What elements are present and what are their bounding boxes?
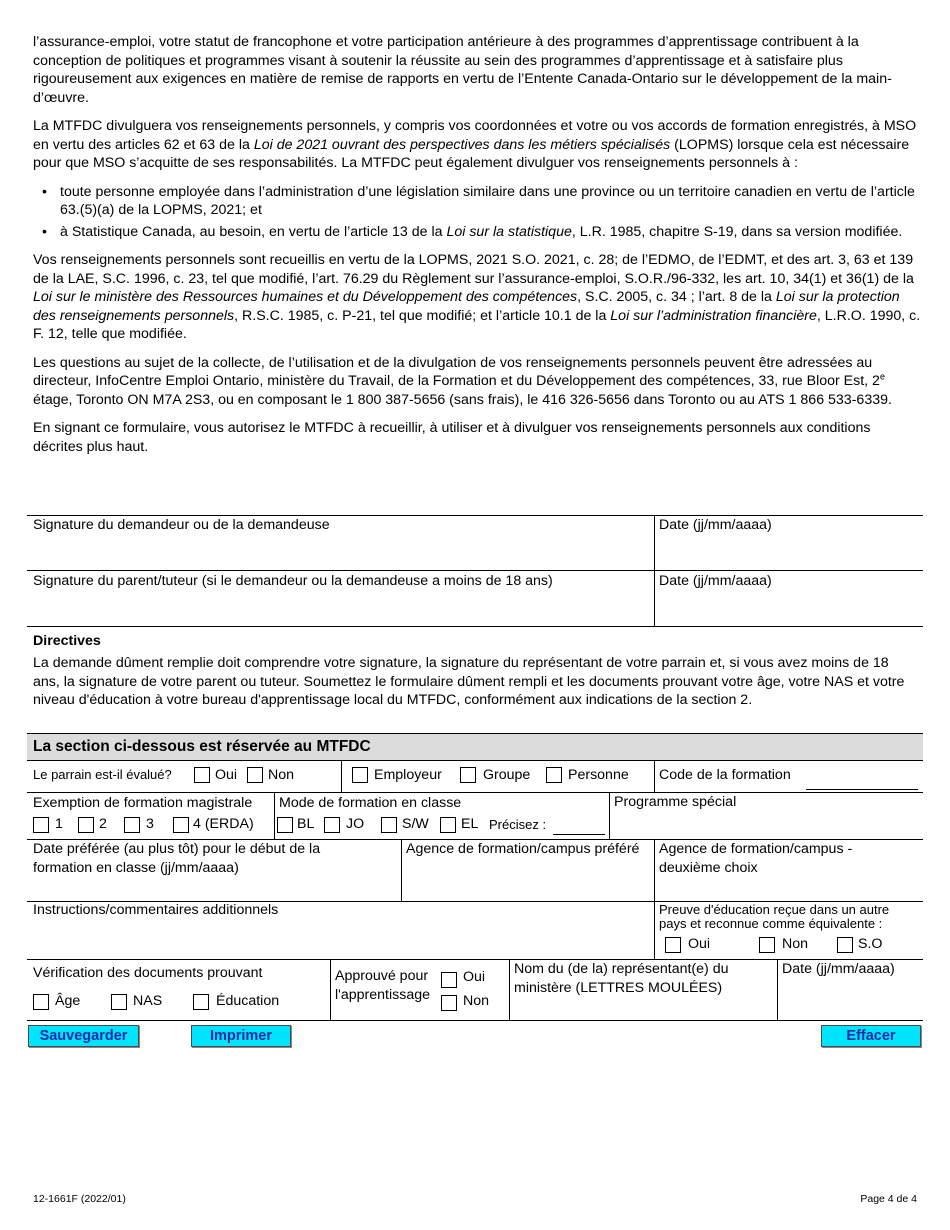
parent-date-label: Date (jj/mm/aaaa): [659, 573, 772, 589]
parent-date-field[interactable]: [656, 592, 922, 625]
divider: [27, 570, 923, 571]
document-verification-label: Vérification des documents prouvant: [33, 965, 263, 981]
divider: [509, 959, 510, 1020]
training-code-label: Code de la formation: [659, 767, 791, 783]
exemption-4-checkbox[interactable]: [173, 817, 189, 833]
mode-el-checkbox[interactable]: [440, 817, 456, 833]
page-number: Page 4 de 4: [860, 1193, 917, 1205]
groupe-checkbox[interactable]: [460, 767, 476, 783]
divider: [654, 839, 655, 901]
privacy-paragraph-3: Vos renseignements personnels sont recueillis en vertu de la LOPMS, 2021 S.O. 2021, c. 28; de l’EDMO, de l’EDMT, et des art. 3, 63 et 139 de la LAE, S.C. 1996, c. 23, tel que modifié, l’art. 76.29 du Règlement sur l’assurance-emploi, S.O.R./96-332, les art. 10, 34(1) et 36(1) de la Loi sur le ministère des Ressources humaines et du Développement des compétences, S.C. 2005, c. 34 ; l’art. 8 de la Loi sur la protection des renseignements personnels, R.S.C. 1985, c. P-21, tel que modifié; et l’article 10.1 de la Loi sur l’administration financière, L.R.O. 1990, c. F. 12, telle que modifiée.: [33, 252, 921, 342]
divider: [654, 901, 655, 959]
privacy-paragraph-1: l’assurance-emploi, votre statut de francophone et votre participation antérieure à des programmes d’apprentissage contribuent à la conception de politiques et programmes visant à soutenir la réussite au sein des programmes d’apprentissage et à satisfaire plus rigoureusement aux exigences en matière de remise de rapports en vertu de l’Entente Canada-Ontario sur le développement de la main-d’œuvre.: [33, 34, 892, 106]
foreign-education-label: Preuve d'éducation reçue dans un autre pays et reconnue comme équivalente :: [659, 902, 890, 931]
divider: [330, 959, 331, 1020]
specify-label: Précisez :: [489, 817, 547, 832]
verif-education-checkbox[interactable]: [193, 994, 209, 1010]
exemption-3-checkbox[interactable]: [124, 817, 140, 833]
list-item: • toute personne employée dans l’administration d’une législation similaire dans une province ou un territoire canadien en vertu de l’article 63.(5)(a) de la LOPMS, 2021; et: [33, 183, 923, 220]
privacy-paragraph-4: Les questions au sujet de la collecte, de l’utilisation et de la divulgation de vos renseignements personnels peuvent être adressées au directeur, InfoCentre Emploi Ontario, ministère du Travail, de la Formation et du Développement des compétences, 33, rue Bloor Est, 2e étage, Toronto ON M7A 2S3, ou en composant le 1 800 387-5656 (sans frais), le 416 326-5656 dans Toronto ou au ATS 1 866 533-6339.: [33, 354, 892, 408]
specify-input[interactable]: [553, 834, 605, 835]
divider: [274, 792, 275, 839]
preuve-non-checkbox[interactable]: [759, 937, 775, 953]
preuve-oui-checkbox[interactable]: [665, 937, 681, 953]
divider: [27, 1020, 923, 1021]
special-program-field[interactable]: [611, 812, 922, 838]
sponsor-non-checkbox[interactable]: [247, 767, 263, 783]
divider: [341, 761, 342, 792]
checkbox-label: 3: [146, 816, 154, 832]
special-program-label: Programme spécial: [614, 794, 737, 810]
personne-checkbox[interactable]: [546, 767, 562, 783]
rep-date-label: Date (jj/mm/aaaa): [782, 961, 895, 977]
exemption-label: Exemption de formation magistrale: [33, 795, 253, 811]
checkbox-label: Éducation: [216, 993, 280, 1009]
privacy-notice: [33, 33, 923, 466]
checkbox-label: NAS: [133, 993, 163, 1009]
training-code-input[interactable]: [806, 789, 918, 790]
checkbox-label: JO: [346, 816, 365, 832]
parent-signature-field[interactable]: [28, 592, 652, 625]
checkbox-label: Non: [782, 936, 809, 952]
additional-instructions-label: Instructions/commentaires additionnels: [33, 902, 279, 918]
divider: [654, 761, 655, 792]
save-button[interactable]: Sauvegarder: [28, 1025, 139, 1047]
mode-sw-checkbox[interactable]: [381, 817, 397, 833]
checkbox-label: Oui: [688, 936, 711, 952]
checkbox-label: Âge: [55, 993, 81, 1009]
approved-oui-checkbox[interactable]: [441, 972, 457, 988]
approved-label: Approuvé pour l'apprentissage: [335, 968, 430, 1003]
additional-instructions-field[interactable]: [28, 922, 652, 958]
checkbox-label: BL: [297, 816, 315, 832]
disclosure-list: [33, 183, 923, 242]
approved-non-checkbox[interactable]: [441, 995, 457, 1011]
second-agency-label: Agence de formation/campus - deuxième choix: [659, 841, 853, 876]
directives-text: La demande dûment remplie doit comprendre votre signature, la signature du représentant de votre parrain et, si vous avez moins de 18 ans, la signature de votre parent ou tuteur. Soumettez le formulaire dûment rempli et les documents prouvant votre âge, votre NAS et votre niveau d'éducation à votre bureau d'apprentissage local du MTFDC, conformément aux indications de la section 2.: [33, 655, 905, 708]
form-id: 12-1661F (2022/01): [33, 1193, 126, 1205]
ministry-rep-label: Nom du (de la) représentant(e) du ministère (LETTRES MOULÉES): [514, 961, 729, 996]
preferred-agency-label: Agence de formation/campus préféré: [406, 841, 640, 857]
employeur-checkbox[interactable]: [352, 767, 368, 783]
applicant-signature-label: Signature du demandeur ou de la demandeuse: [33, 517, 330, 533]
exemption-1-checkbox[interactable]: [33, 817, 49, 833]
directives-title: Directives: [33, 633, 101, 649]
mode-jo-checkbox[interactable]: [324, 817, 340, 833]
divider: [777, 959, 778, 1020]
checkbox-label: Non: [268, 767, 295, 783]
preferred-date-label: Date préférée (au plus tôt) pour le début de la formation en classe (jj/mm/aaaa): [33, 841, 321, 876]
mode-bl-checkbox[interactable]: [277, 817, 293, 833]
print-button[interactable]: Imprimer: [191, 1025, 291, 1047]
checkbox-label: Oui: [463, 969, 486, 985]
divider: [401, 839, 402, 901]
checkbox-label: Employeur: [374, 767, 442, 783]
checkbox-label: S.O: [858, 936, 883, 952]
checkbox-label: Oui: [215, 767, 238, 783]
verif-nas-checkbox[interactable]: [111, 994, 127, 1010]
divider: [609, 792, 610, 839]
checkbox-label: 1: [55, 816, 63, 832]
divider: [654, 515, 655, 626]
exemption-2-checkbox[interactable]: [78, 817, 94, 833]
divider: [27, 626, 923, 627]
office-use-header: [27, 733, 923, 761]
divider: [27, 792, 923, 793]
applicant-date-field[interactable]: [656, 536, 922, 569]
checkbox-label: EL: [461, 816, 479, 832]
checkbox-label: S/W: [402, 816, 429, 832]
privacy-paragraph-2: La MTFDC divulguera vos renseignements personnels, y compris vos coordonnées et votre ou vos accords de formation enregistrés, à MSO en vertu des articles 62 et 63 de la Loi de 2021 ouvrant des perspectives dans les métiers spécialisés (LOPMS) lorsque cela est nécessaire pour que MSO s’acquitte de ses responsabilités. La MTFDC peut également divulguer vos renseignements personnels à :: [33, 118, 917, 171]
clear-button[interactable]: Effacer: [821, 1025, 921, 1047]
checkbox-label: 4 (ERDA): [193, 816, 254, 832]
section-title: La section ci-dessous est réservée au MTFDC: [33, 738, 371, 755]
sponsor-evaluated-label: Le parrain est-il évalué?: [33, 767, 172, 782]
checkbox-label: 2: [99, 816, 107, 832]
applicant-date-label: Date (jj/mm/aaaa): [659, 517, 772, 533]
checkbox-label: Non: [463, 993, 490, 1009]
privacy-paragraph-5: En signant ce formulaire, vous autorisez le MTFDC à recueillir, à utiliser et à divulguer vos renseignements personnels aux conditions décrites plus haut.: [33, 420, 871, 455]
verif-age-checkbox[interactable]: [33, 994, 49, 1010]
checkbox-label: Personne: [568, 767, 629, 783]
classroom-mode-label: Mode de formation en classe: [279, 795, 462, 811]
list-item: • à Statistique Canada, au besoin, en vertu de l’article 13 de la Loi sur la statistique, L.R. 1985, chapitre S-19, dans sa version modifiée.: [33, 223, 923, 242]
applicant-signature-field[interactable]: [28, 536, 652, 569]
preuve-so-checkbox[interactable]: [837, 937, 853, 953]
sponsor-oui-checkbox[interactable]: [194, 767, 210, 783]
parent-signature-label: Signature du parent/tuteur (si le demandeur ou la demandeuse a moins de 18 ans): [33, 573, 553, 589]
checkbox-label: Groupe: [483, 767, 531, 783]
